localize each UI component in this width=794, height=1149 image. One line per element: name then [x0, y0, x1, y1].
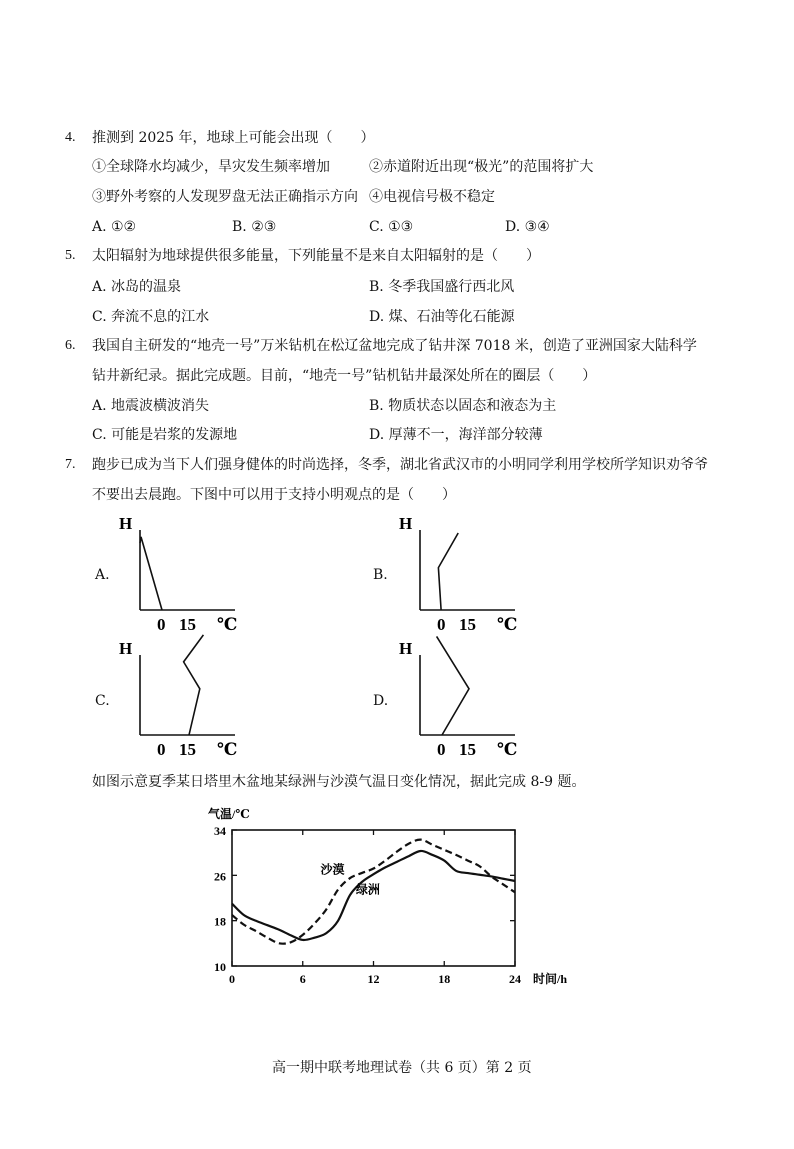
- q4-number: 4.: [65, 130, 76, 145]
- q7-stem-line2: 不要出去晨跑。下图中可以用于支持小明观点的是（ ）: [92, 487, 456, 503]
- tick-label-0: 0: [157, 615, 166, 634]
- y-tick-label-26: 26: [214, 869, 226, 884]
- q7-chart-label-d: D.: [373, 693, 389, 709]
- q5-choice-a: A. 冰岛的温泉: [92, 279, 182, 295]
- y-tick-label-18: 18: [214, 914, 226, 929]
- q4-choice-a: A. ①②: [92, 219, 137, 235]
- q7-number: 7.: [65, 457, 76, 472]
- x-tick-label-0: 0: [229, 972, 235, 986]
- tick-label-15: 15: [179, 740, 196, 759]
- x-axis-title: 时间/h: [533, 972, 568, 986]
- y-axis-title: 气温/℃: [208, 807, 250, 821]
- q4-option-2: ②赤道附近出现“极光”的范围将扩大: [369, 159, 594, 175]
- q7-chart-a: [110, 505, 250, 635]
- tick-label-15: 15: [459, 615, 476, 634]
- q7-stem-line1: 跑步已成为当下人们强身健体的时尚选择，冬季，湖北省武汉市的小明同学利用学校所学知识劝爷爷: [92, 457, 708, 473]
- unit-label: ℃: [497, 740, 518, 759]
- x-tick-label-18: 18: [438, 972, 451, 986]
- tick-label-0: 0: [157, 740, 166, 759]
- x-tick-label-6: 6: [299, 972, 306, 986]
- axis-label-H: H: [119, 514, 133, 533]
- temperature-daily-chart: [190, 800, 570, 1000]
- q7-chart-d: [390, 630, 530, 765]
- unit-label: ℃: [217, 615, 238, 634]
- x-tick-label-12: 12: [367, 972, 380, 986]
- profile-line: [140, 537, 162, 610]
- q4-option-1: ①全球降水均减少，旱灾发生频率增加: [92, 159, 330, 175]
- q7-chart-label-a: A.: [95, 567, 110, 583]
- q4-choice-b: B. ②③: [232, 219, 277, 235]
- q4-option-3: ③野外考察的人发现罗盘无法正确指示方向: [92, 189, 358, 205]
- tick-label-15: 15: [459, 740, 476, 759]
- unit-label: ℃: [217, 740, 238, 759]
- axis-label-H: H: [399, 514, 413, 533]
- q4-option-4: ④电视信号极不稳定: [369, 189, 495, 205]
- q6-choice-d: D. 厚薄不一，海洋部分较薄: [369, 427, 543, 443]
- q4-stem: 推测到 2025 年，地球上可能会出现（ ）: [92, 130, 375, 146]
- tick-label-0: 0: [437, 740, 446, 759]
- q5-number: 5.: [65, 248, 76, 263]
- tick-label-15: 15: [179, 615, 196, 634]
- q7-chart-label-c: C.: [95, 693, 110, 709]
- y-tick-label-10: 10: [214, 960, 226, 974]
- profile-line: [438, 533, 458, 610]
- profile-line: [184, 635, 204, 735]
- q5-choice-c: C. 奔流不息的江水: [92, 309, 210, 325]
- q5-stem: 太阳辐射为地球提供很多能量，下列能量不是来自太阳辐射的是（ ）: [92, 248, 540, 264]
- q4-choice-c: C. ①③: [369, 219, 414, 235]
- series-label-desert: 沙漠: [320, 862, 345, 877]
- page-footer: 高一期中联考地理试卷（共 6 页）第 2 页: [272, 1060, 532, 1076]
- q5-choice-b: B. 冬季我国盛行西北风: [369, 279, 515, 295]
- axis-label-H: H: [119, 639, 133, 658]
- x-tick-label-24: 24: [509, 972, 521, 986]
- q4-choice-d: D. ③④: [505, 219, 550, 235]
- q6-stem-line2: 钻井新纪录。据此完成题。目前，“地壳一号”钻机钻井最深处所在的圈层（ ）: [92, 368, 597, 384]
- q6-choice-b: B. 物质状态以固态和液态为主: [369, 398, 557, 414]
- q6-choice-c: C. 可能是岩浆的发源地: [92, 427, 238, 443]
- q8-9-intro: 如图示意夏季某日塔里木盆地某绿洲与沙漠气温日变化情况，据此完成 8-9 题。: [92, 774, 586, 790]
- y-tick-label-34: 34: [214, 824, 226, 838]
- q6-stem-line1: 我国自主研发的“地壳一号”万米钻机在松辽盆地完成了钻井深 7018 米，创造了亚洲国家大陆科学: [92, 338, 697, 354]
- plot-frame: [232, 830, 515, 966]
- axis-label-H: H: [399, 639, 413, 658]
- profile-line: [437, 636, 469, 735]
- q7-chart-label-b: B.: [373, 567, 388, 583]
- q7-chart-b: [390, 505, 530, 635]
- unit-label: ℃: [497, 615, 518, 634]
- q7-chart-c: [110, 630, 250, 765]
- q6-choice-a: A. 地震波横波消失: [92, 398, 210, 414]
- tick-label-0: 0: [437, 615, 446, 634]
- q5-choice-d: D. 煤、石油等化石能源: [369, 309, 515, 325]
- q6-number: 6.: [65, 338, 76, 353]
- series-label-oasis: 绿洲: [355, 882, 380, 897]
